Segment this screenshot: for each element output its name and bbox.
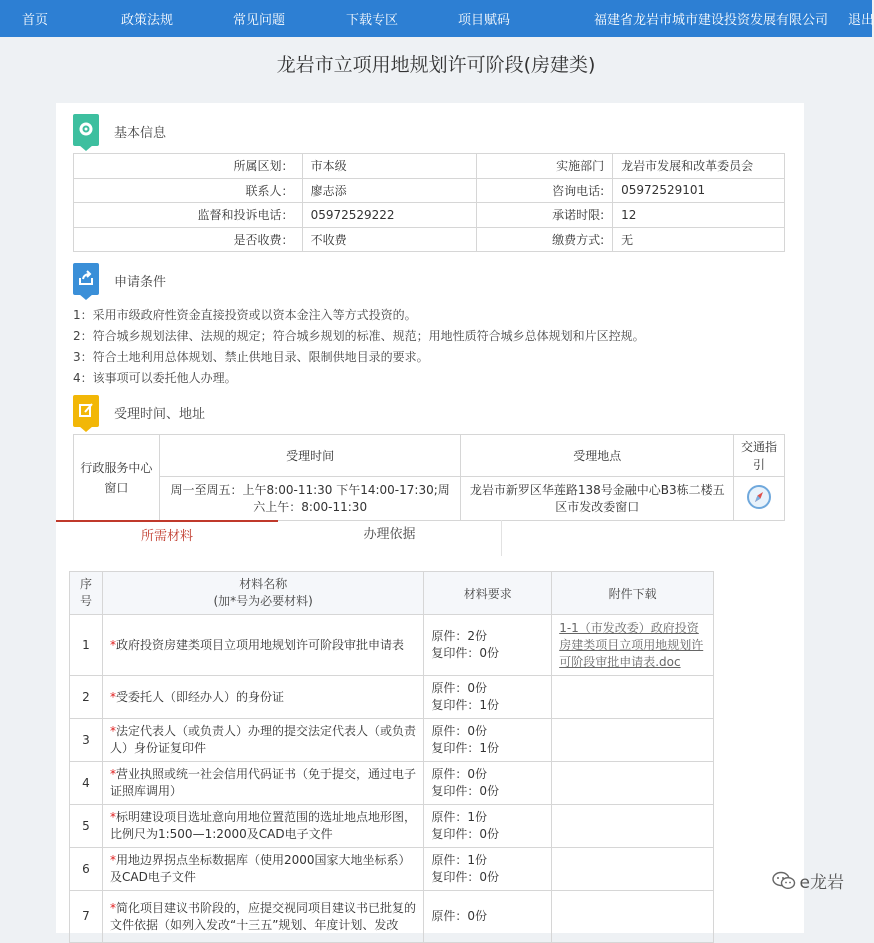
table-row xyxy=(74,203,785,228)
material-name xyxy=(102,719,423,762)
copy-count: 复印件：0份 xyxy=(431,646,500,660)
col-index: 序号 xyxy=(70,572,103,615)
materials-table xyxy=(69,571,714,943)
nav-download[interactable]: 下载专区 xyxy=(346,13,399,28)
copy-count: 复印件：0份 xyxy=(431,827,500,841)
material-req xyxy=(424,676,552,719)
nav-faq[interactable]: 常见问题 xyxy=(233,13,286,28)
original-count: 原件：0份 xyxy=(431,767,488,781)
required-star: * xyxy=(109,853,116,867)
col-name-label: 材料名称 xyxy=(239,577,288,591)
condition-item: 3：符合土地利用总体规划、禁止供地目录、限制供地目录的要求。 xyxy=(73,350,429,364)
payment-value: 无 xyxy=(613,227,785,252)
dept-value: 龙岩市发展和改革委员会 xyxy=(613,154,785,179)
basic-info-heading: 基本信息 xyxy=(114,126,167,141)
conditions-heading: 申请条件 xyxy=(114,275,167,290)
table-row xyxy=(70,848,714,891)
material-req xyxy=(424,762,552,805)
condition-item: 2：符合城乡规划法律、法规的规定；符合城乡规划的标准、规范；用地性质符合城乡总体规划和片区控规。 xyxy=(73,329,645,343)
material-req xyxy=(424,615,552,676)
tab-materials[interactable]: 所需材料 xyxy=(56,520,278,556)
payment-label: 缴费方式: xyxy=(477,227,613,252)
watermark-text: e龙岩 xyxy=(799,873,844,893)
material-name xyxy=(102,676,423,719)
material-name-text: 政府投资房建类项目立项用地规划许可阶段审批申请表 xyxy=(115,637,404,652)
original-count: 原件：1份 xyxy=(431,853,488,867)
watermark xyxy=(772,868,844,896)
fee-value: 不收费 xyxy=(302,227,477,252)
copy-count: 复印件：0份 xyxy=(431,784,500,798)
top-nav xyxy=(0,0,872,37)
original-count: 原件：2份 xyxy=(431,629,488,643)
deadline-value: 12 xyxy=(613,203,785,228)
condition-item: 4：该事项可以委托他人办理。 xyxy=(73,371,237,385)
required-star: * xyxy=(109,724,116,738)
col-name-note: (加*号为必要材料) xyxy=(213,594,313,608)
complaint-label: 监督和投诉电话： xyxy=(74,203,303,228)
row-index: 2 xyxy=(70,676,103,719)
material-name xyxy=(102,891,423,943)
phone-label: 咨询电话: xyxy=(477,178,613,203)
nav-logout[interactable]: 退出 xyxy=(848,13,874,28)
material-name xyxy=(102,615,423,676)
original-count: 原件：0份 xyxy=(431,909,488,923)
table-row xyxy=(70,805,714,848)
copy-count: 复印件：1份 xyxy=(431,698,500,712)
original-count: 原件：0份 xyxy=(431,681,488,695)
place-value: 龙岩市新罗区华莲路138号金融中心B3栋二楼五区市发改委窗口 xyxy=(461,477,734,521)
attachment-cell xyxy=(552,762,714,805)
material-name-text: 营业执照或统一社会信用代码证书（免于提交，通过电子证照库调用） xyxy=(109,767,416,798)
row-index: 6 xyxy=(70,848,103,891)
material-name xyxy=(102,762,423,805)
required-star: * xyxy=(109,810,116,824)
attachment-cell xyxy=(552,891,714,943)
place-header: 受理地点 xyxy=(461,435,734,477)
material-name-text: 标明建设项目选址意向用地位置范围的选址地点地形图，比例尺为1:500—1:2000及CAD电子文件 xyxy=(109,810,416,841)
material-name-text: 法定代表人（或负责人）办理的提交法定代表人（或负责人）身份证复印件 xyxy=(109,724,416,755)
attachment-cell xyxy=(552,719,714,762)
gear-icon xyxy=(73,114,99,146)
region-value: 市本级 xyxy=(302,154,477,179)
complaint-value: 05972529222 xyxy=(302,203,477,228)
table-row xyxy=(74,178,785,203)
dept-label: 实施部门 xyxy=(477,154,613,179)
phone-value: 05972529101 xyxy=(613,178,785,203)
copy-count: 复印件：1份 xyxy=(431,741,500,755)
condition-item: 1：采用市级政府性资金直接投资或以资本金注入等方式投资的。 xyxy=(73,308,417,322)
traffic-cell xyxy=(734,477,785,521)
table-row xyxy=(70,615,714,676)
nav-home[interactable]: 首页 xyxy=(22,13,49,28)
table-row xyxy=(70,719,714,762)
basic-info-table xyxy=(73,153,785,252)
attachment-cell xyxy=(552,676,714,719)
contact-value: 廖志添 xyxy=(302,178,477,203)
attachment-cell xyxy=(552,805,714,848)
attachment-link[interactable]: 1-1（市发改委）政府投资房建类项目立项用地规划许可阶段审批申请表.doc xyxy=(559,620,704,669)
table-row xyxy=(74,477,785,521)
time-value: 周一至周五：上午8:00-11:30 下午14:00-17:30;周六上午：8:00-11:30 xyxy=(159,477,461,521)
required-star: * xyxy=(109,900,116,915)
required-star: * xyxy=(109,767,116,781)
nav-policy[interactable]: 政策法规 xyxy=(121,13,174,28)
row-index: 7 xyxy=(70,891,103,943)
material-name-text: 用地边界拐点坐标数据库（使用2000国家大地坐标系）及CAD电子文件 xyxy=(109,853,411,884)
copy-count: 复印件：0份 xyxy=(431,870,500,884)
required-star: * xyxy=(109,637,116,652)
address-table xyxy=(73,434,785,521)
table-row xyxy=(70,676,714,719)
required-star: * xyxy=(109,689,116,704)
time-header: 受理时间 xyxy=(159,435,461,477)
table-row xyxy=(74,227,785,252)
compass-icon[interactable] xyxy=(746,484,772,513)
material-name-text: 简化项目建议书阶段的，应提交视同项目建议书已批复的文件依据（如列入发改“十三五”规划、年度计划、发改 xyxy=(109,900,416,932)
fee-label: 是否收费： xyxy=(74,227,303,252)
page-title: 龙岩市立项用地规划许可阶段(房建类) xyxy=(276,54,596,76)
material-req xyxy=(424,848,552,891)
material-req xyxy=(424,805,552,848)
material-tabs xyxy=(56,520,804,556)
address-heading: 受理时间、地址 xyxy=(114,407,206,422)
row-index: 3 xyxy=(70,719,103,762)
nav-project-code[interactable]: 项目赋码 xyxy=(458,13,511,28)
table-header-row xyxy=(70,572,714,615)
table-row xyxy=(70,762,714,805)
col-attachment: 附件下载 xyxy=(552,572,714,615)
material-req xyxy=(424,891,552,943)
traffic-header: 交通指引 xyxy=(734,435,785,477)
table-row xyxy=(70,891,714,943)
material-name-text: 受委托人（即经办人）的身份证 xyxy=(115,689,284,704)
tab-basis[interactable]: 办理依据 xyxy=(278,520,502,556)
nav-org-name: 福建省龙岩市城市建设投资发展有限公司 xyxy=(594,13,829,28)
region-label: 所属区划： xyxy=(74,154,303,179)
material-req xyxy=(424,719,552,762)
original-count: 原件：1份 xyxy=(431,810,488,824)
deadline-label: 承诺时限: xyxy=(477,203,613,228)
attachment-cell xyxy=(552,848,714,891)
col-requirement: 材料要求 xyxy=(424,572,552,615)
material-name xyxy=(102,848,423,891)
material-name xyxy=(102,805,423,848)
table-row xyxy=(74,435,785,477)
attachment-cell xyxy=(552,615,714,676)
share-icon xyxy=(73,263,99,295)
col-name xyxy=(102,572,423,615)
window-name: 行政服务中心窗口 xyxy=(74,435,160,521)
row-index: 4 xyxy=(70,762,103,805)
row-index: 5 xyxy=(70,805,103,848)
row-index: 1 xyxy=(70,615,103,676)
table-row xyxy=(74,154,785,179)
original-count: 原件：0份 xyxy=(431,724,488,738)
wechat-icon xyxy=(772,871,796,896)
edit-icon xyxy=(73,395,99,427)
contact-label: 联系人： xyxy=(74,178,303,203)
